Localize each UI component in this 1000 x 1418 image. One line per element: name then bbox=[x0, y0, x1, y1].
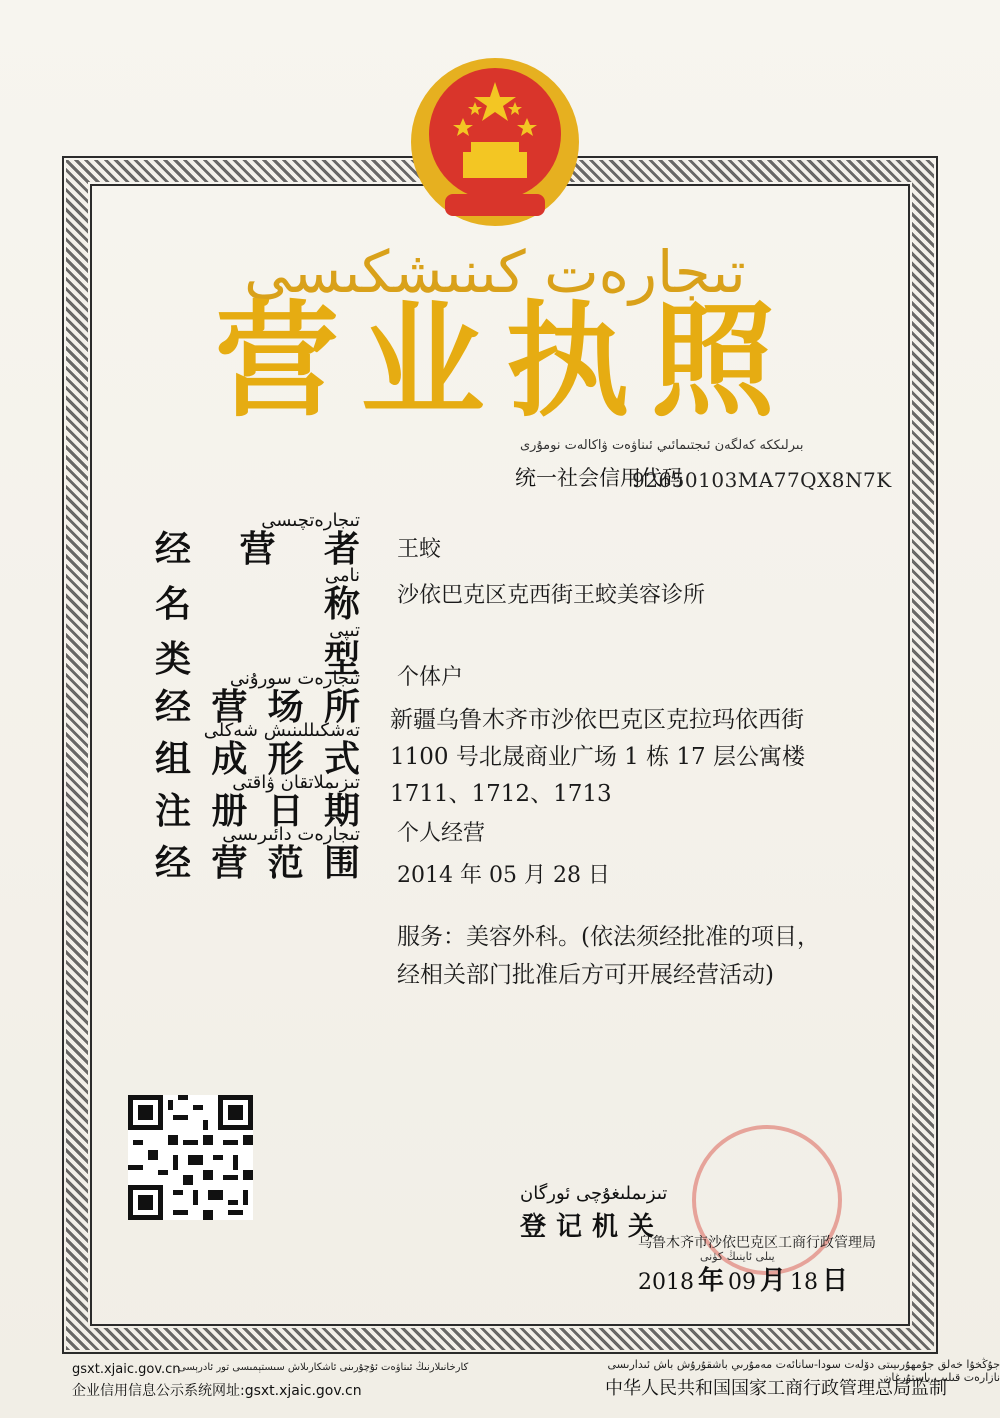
credit-code-label: 统一社会信用代码 bbox=[515, 466, 683, 490]
label-char: 所 bbox=[323, 687, 360, 728]
authority-label: 登记机关 bbox=[520, 1212, 665, 1242]
credit-code-label-uyghur: بىرلىككە كەلگەن ئىجتىمائىي ئىناۋەت ۋاكالەت نومۇرى bbox=[520, 438, 804, 453]
address-line: 1100 号北晟商业广场 1 栋 17 层公寓楼 bbox=[390, 744, 805, 770]
label-char: 形 bbox=[267, 739, 304, 780]
field-scope bbox=[155, 826, 360, 882]
field-premises bbox=[155, 670, 360, 726]
label-char: 成 bbox=[211, 739, 248, 780]
issue-day: 18 bbox=[790, 1270, 819, 1295]
label-char: 围 bbox=[323, 843, 360, 884]
scope-line: 经相关部门批准后方可开展经营活动) bbox=[397, 962, 774, 988]
name-value: 沙依巴克区克西街王蛟美容诊所 bbox=[397, 583, 706, 608]
field-label-uyghur: تىجارەت دائىرىسى bbox=[222, 824, 360, 845]
footer-system-label: 企业信用信息公示系统网址:gsxt.xjaic.gov.cn bbox=[72, 1383, 362, 1399]
field-label-uyghur: تىزىملاتقان ۋاقتى bbox=[232, 772, 360, 793]
title-char: 执 bbox=[505, 290, 630, 434]
footer-supervisor: 中华人民共和国国家工商行政管理总局监制 bbox=[605, 1378, 947, 1399]
label-char: 经 bbox=[155, 529, 192, 570]
operator-value: 王蛟 bbox=[397, 537, 442, 562]
scope-value bbox=[397, 918, 847, 994]
label-char: 注 bbox=[155, 791, 192, 832]
day-unit: 日 bbox=[822, 1266, 849, 1296]
field-label bbox=[155, 529, 360, 570]
label-char: 经 bbox=[155, 687, 192, 728]
label-char: 营 bbox=[239, 529, 276, 570]
address-line: 1711、1712、1713 bbox=[390, 781, 612, 807]
date-units-uyghur: يىلى ئاينىڭ كۈنى bbox=[700, 1250, 775, 1263]
premises-value bbox=[390, 702, 860, 813]
label-char: 者 bbox=[323, 529, 360, 570]
scope-line: 服务：美容外科。(依法须经批准的项目， bbox=[397, 924, 820, 950]
title-char: 营 bbox=[215, 290, 340, 434]
field-operator bbox=[155, 512, 360, 568]
authority-name: 乌鲁木齐市沙依巴克区工商行政管理局 bbox=[638, 1235, 876, 1251]
credit-code-value: 92650103MA77QX8N7K bbox=[632, 468, 892, 492]
label-char: 场 bbox=[267, 687, 304, 728]
field-reg-date bbox=[155, 774, 360, 830]
reg-date-value: 2014 年 05 月 28 日 bbox=[397, 863, 610, 888]
label-char: 类 bbox=[155, 639, 192, 680]
label-char: 日 bbox=[267, 791, 304, 832]
field-label-uyghur: تىجارەت سورۇنى bbox=[229, 668, 360, 689]
field-label bbox=[155, 584, 360, 625]
label-char: 范 bbox=[267, 843, 304, 884]
label-char: 册 bbox=[211, 791, 248, 832]
field-form bbox=[155, 722, 360, 778]
label-char: 称 bbox=[323, 584, 360, 625]
footer-url-uyghur: كارخانىلارنىڭ ئىناۋەت ئۇچۇرىنى ئاشكارىلاش سىستېمىسى تور ئادرېسى bbox=[178, 1362, 469, 1373]
label-char: 营 bbox=[211, 687, 248, 728]
authority-label-uyghur: تىزىملىغۇچى ئورگان bbox=[520, 1183, 668, 1204]
title-chinese bbox=[215, 290, 775, 434]
field-label-uyghur: تەشكىللىنىش شەكلى bbox=[203, 720, 360, 741]
type-value: 个体户 bbox=[397, 665, 464, 690]
title-char: 业 bbox=[360, 290, 485, 434]
label-char: 期 bbox=[323, 791, 360, 832]
field-label-uyghur: نامى bbox=[324, 565, 360, 586]
label-char: 组 bbox=[155, 739, 192, 780]
address-line: 新疆乌鲁木齐市沙依巴克区克拉玛依西街 bbox=[390, 707, 804, 733]
form-value: 个人经营 bbox=[397, 821, 486, 846]
issue-date bbox=[638, 1260, 848, 1297]
title-uyghur: تىجارەت كىنىشكىسى bbox=[244, 238, 746, 306]
issue-month: 09 bbox=[728, 1270, 757, 1295]
month-unit: 月 bbox=[760, 1266, 787, 1296]
label-char: 名 bbox=[155, 584, 192, 625]
label-char: 经 bbox=[155, 843, 192, 884]
footer-url: gsxt.xjaic.gov.cn bbox=[72, 1362, 181, 1377]
qr-code-icon bbox=[128, 1095, 253, 1220]
national-emblem-icon bbox=[405, 54, 585, 234]
field-name bbox=[155, 567, 360, 623]
field-label-uyghur: تىپى bbox=[329, 620, 360, 641]
label-char: 型 bbox=[323, 639, 360, 680]
year-unit: 年 bbox=[698, 1266, 725, 1296]
title-char: 照 bbox=[650, 290, 775, 434]
issue-year: 2018 bbox=[638, 1270, 694, 1295]
field-label bbox=[155, 843, 360, 884]
footer-supervisor-uyghur: جۇڭخۇا خەلق جۇمھۇرىيىتى دۆلەت سودا-سانائەت مەمۇرىي باشقۇرۇش باش ئىدارىسى نازارەت قىلىپ باستۇرغان bbox=[607, 1358, 1000, 1384]
field-label-uyghur: تىجارەتچىسى bbox=[261, 510, 360, 531]
label-char: 式 bbox=[323, 739, 360, 780]
label-char: 营 bbox=[211, 843, 248, 884]
